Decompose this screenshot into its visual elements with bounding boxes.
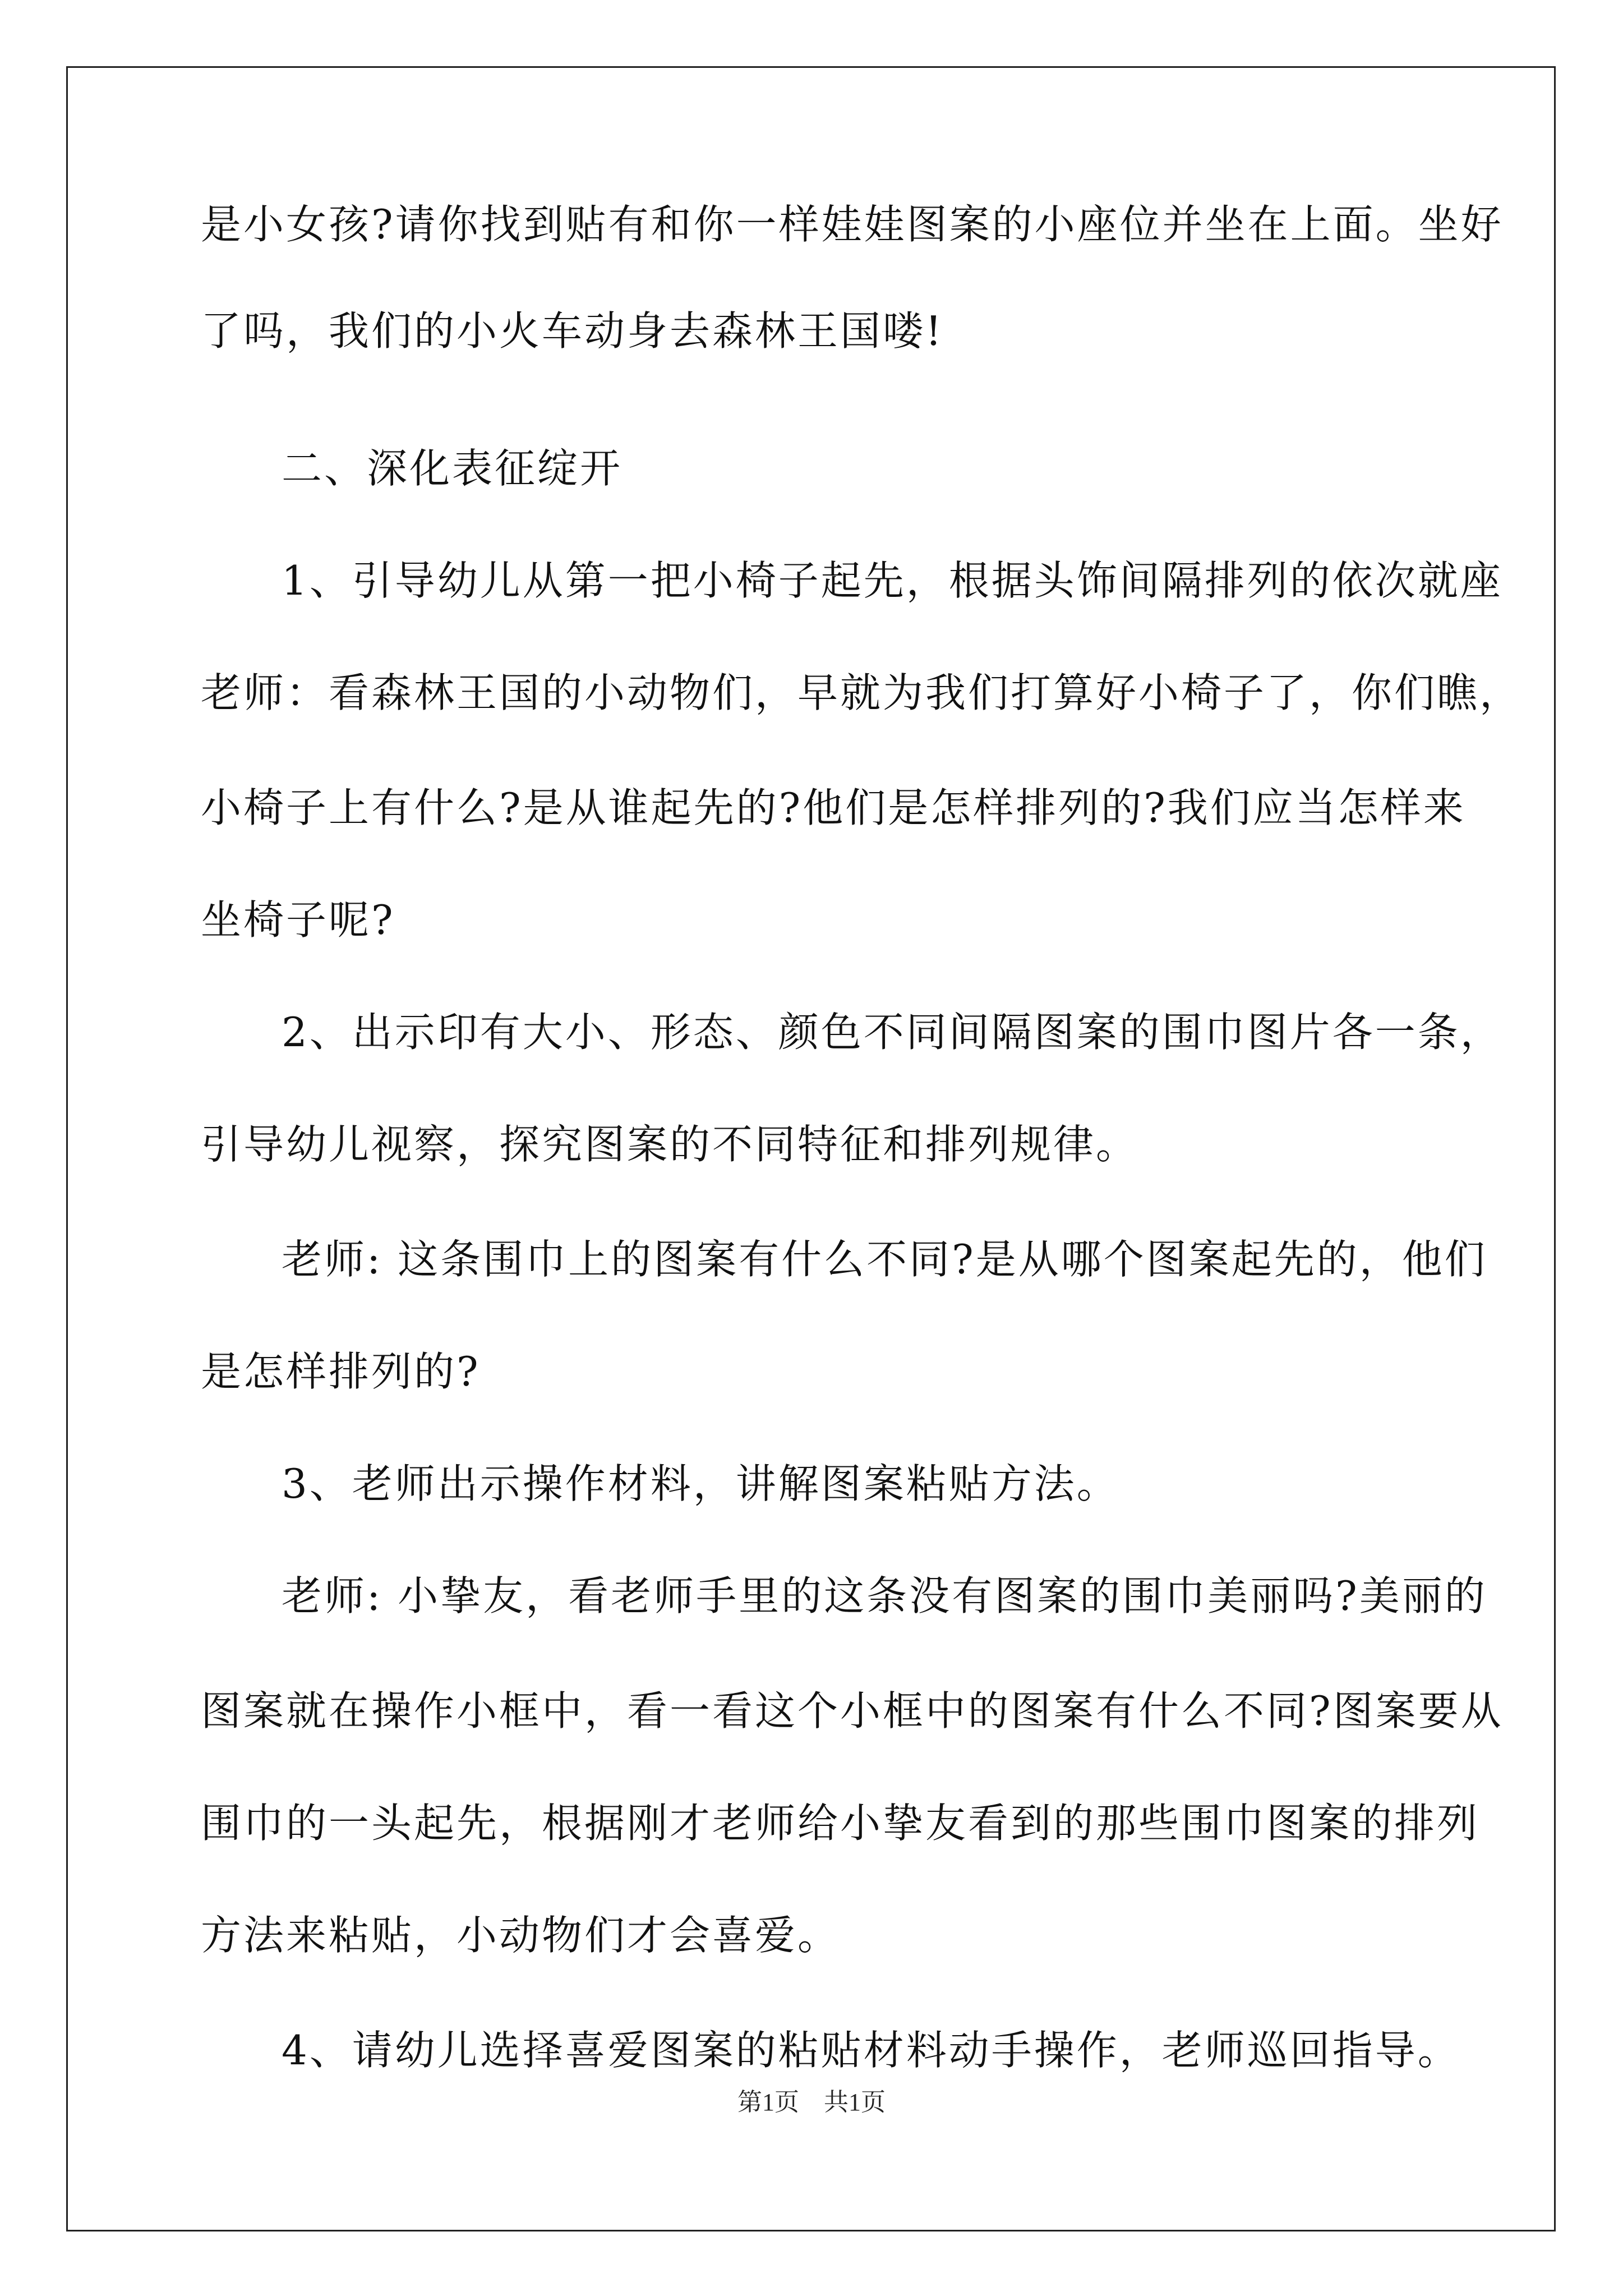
text-line: 方法来粘贴，小动物们才会喜爱。 — [201, 1912, 841, 1959]
text-line: 引导幼儿视察，探究图案的不同特征和排列规律。 — [201, 1121, 1139, 1168]
text-line: 1、引导幼儿从第一把小椅子起先，根据头饰间隔排列的依次就座 — [282, 557, 1503, 604]
text-line: 小椅子上有什么?是从谁起先的?他们是怎样排列的?我们应当怎样来 — [201, 784, 1466, 831]
text-line: 围巾的一头起先，根据刚才老师给小挚友看到的那些围巾图案的排列 — [201, 1800, 1480, 1847]
text-line: 4、请幼儿选择喜爱图案的粘贴材料动手操作，老师巡回指导。 — [282, 2027, 1460, 2074]
text-line: 3、老师出示操作材料，讲解图案粘贴方法。 — [282, 1460, 1119, 1507]
text-line: 是小女孩?请你找到贴有和你一样娃娃图案的小座位并坐在上面。坐好 — [201, 201, 1504, 248]
section-heading: 二、深化表征绽开 — [282, 445, 623, 492]
text-line: 老师: 小挚友，看老师手里的这条没有图案的围巾美丽吗?美丽的 — [282, 1572, 1487, 1619]
text-line: 老师: 这条围巾上的图案有什么不同?是从哪个图案起先的，他们 — [282, 1236, 1487, 1283]
page-number-footer: 第1页 共1页 — [737, 2088, 886, 2116]
text-line: 老师：看森林王国的小动物们，早就为我们打算好小椅子了，你们瞧， — [201, 669, 1523, 716]
text-line: 坐椅子呢? — [201, 896, 395, 944]
text-line: 是怎样排列的? — [201, 1348, 481, 1395]
text-line: 图案就在操作小框中，看一看这个小框中的图案有什么不同?图案要从 — [201, 1687, 1504, 1734]
text-line: 2、出示印有大小、形态、颜色不同间隔图案的围巾图片各一条， — [282, 1009, 1503, 1056]
text-line: 了吗，我们的小火车动身去森林王国喽! — [201, 307, 944, 355]
